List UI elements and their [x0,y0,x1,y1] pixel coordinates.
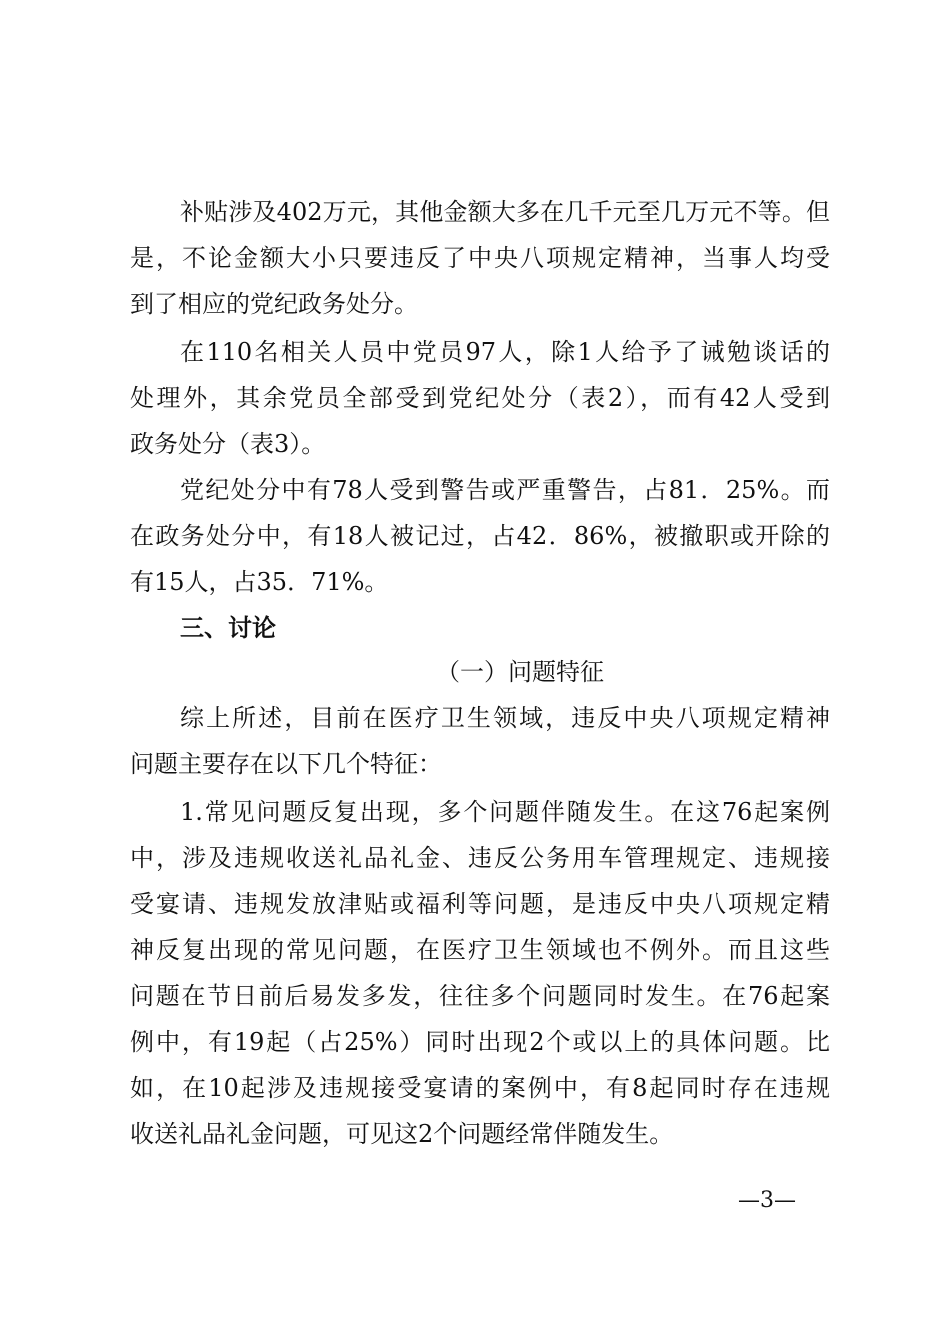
body-text-line: 处理外，其余党员全部受到党纪处分（表2），而有42人受到 [130,384,830,412]
body-text-line: 在110名相关人员中党员97人，除1人给予了诫勉谈话的 [180,338,830,366]
body-text-line: 1.常见问题反复出现，多个问题伴随发生。在这76起案例 [180,798,830,826]
body-text-line: 如，在10起涉及违规接受宴请的案例中，有8起同时存在违规 [130,1074,830,1102]
body-text-line: 例中，有19起（占25%）同时出现2个或以上的具体问题。比 [130,1028,830,1056]
body-text-line: 神反复出现的常见问题，在医疗卫生领域也不例外。而且这些 [130,936,830,964]
body-text-line: 是，不论金额大小只要违反了中央八项规定精神，当事人均受 [130,244,830,272]
section-heading: 三、讨论 [180,613,276,642]
page-number: —3— [738,1188,796,1213]
body-text-line: 补贴涉及402万元，其他金额大多在几千元至几万元不等。但 [180,198,830,226]
body-text-line: 收送礼品礼金问题，可见这2个问题经常伴随发生。 [130,1120,674,1148]
body-text-line: 受宴请、违规发放津贴或福利等问题，是违反中央八项规定精 [130,890,830,918]
subsection-heading: （一）问题特征 [436,658,604,686]
body-text-line: 到了相应的党纪政务处分。 [130,290,418,318]
body-text-line: 问题主要存在以下几个特征： [130,750,442,778]
body-text-line: 政务处分（表3）。 [130,430,326,458]
body-text-line: 在政务处分中，有18人被记过，占42．86%，被撤职或开除的 [130,522,830,550]
body-text-line: 有15人，占35．71%。 [130,568,389,596]
body-text-line: 党纪处分中有78人受到警告或严重警告，占81．25%。而 [180,476,830,504]
body-text-line: 综上所述，目前在医疗卫生领域，违反中央八项规定精神 [180,704,830,732]
body-text-line: 问题在节日前后易发多发，往往多个问题同时发生。在76起案 [130,982,830,1010]
body-text-line: 中，涉及违规收送礼品礼金、违反公务用车管理规定、违规接 [130,844,830,872]
